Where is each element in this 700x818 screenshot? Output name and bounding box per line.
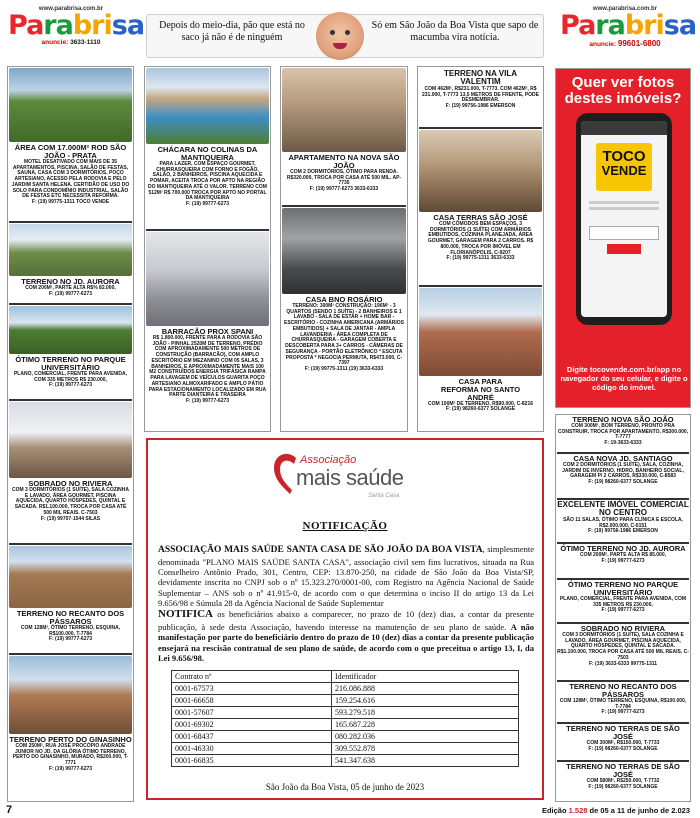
list-item xyxy=(557,580,689,624)
ad-text: MOTEL DESATIVADO COM MAIS DE 35 APARTAMENTOS, PISCINA, SALÃO DE FESTAS, SAUNA, CASA COM 3 DORMITÓRIOS, POÇO ARTESIANO, ACESSO PELA RODOVIA E PELO JARDIM SANTA HELENA. CERTIDÃO DE USO DO SOLO PARA CONDOMÍNIO INDUSTRIAL, SALÃO DE FESTAS ETC NECESSITA REFORMA. xyxy=(11,158,130,200)
list-item xyxy=(557,724,689,762)
ad-title: SOBRADO NO RIVIERA xyxy=(28,479,113,488)
list-item xyxy=(419,68,542,126)
ad-title: CASA PARA REFORMA NO SANTO ANDRÉ xyxy=(440,377,521,402)
ad-text: COM 2 DORMITÓRIOS (1 SUÍTE), SALA, COZINHA, JARDIM DE INVERNO, HIDRO, BANHEIRO SOCIAL, GARAGEM P/ 2 CARROS, R$330.000, C-8583 xyxy=(562,461,684,480)
logo-line-1: Associação xyxy=(300,454,357,466)
divider xyxy=(419,285,542,287)
property-photo xyxy=(9,402,132,478)
table-cell: 216.086.888 xyxy=(332,683,519,695)
edition-date: de 05 a 11 de junho de 2.023 xyxy=(589,806,690,815)
ad-text: COM 3 DORMITÓRIOS (1 SUÍTE), SALA COZINHA E LAVADO, ÁREA GOURMET, PISCINA AQUECIDA, QUARTO HÓSPEDES, QUINTAL E SACADA. R$1.100.000, TROCA POR CASA ATÉ 500 MIL REAIS. C-7503 xyxy=(11,486,130,516)
list-item xyxy=(557,544,689,580)
list-item xyxy=(146,68,269,228)
ad-title: ÓTIMO TERRENO NO PARQUE UNIVERSITÁRIO xyxy=(15,355,126,372)
ad-title: TERRENO NO JD. AURORA xyxy=(21,277,120,286)
contracts-table xyxy=(171,670,519,767)
promo-footer: Digite tocovende.com.br/app no navegador do seu celular, e digite o código do imóvel. xyxy=(560,365,688,392)
property-photo xyxy=(9,656,132,734)
ad-title: CASA NOVA JD. SANTIAGO xyxy=(573,454,673,463)
table-cell: 0001-46330 xyxy=(172,743,332,755)
list-item xyxy=(282,208,406,430)
ad-phone: F: (19) 99756-1986 EMERSON xyxy=(588,528,658,535)
edition-label: Edição xyxy=(541,806,567,815)
notification-notice xyxy=(146,438,544,800)
list-item xyxy=(419,130,542,284)
ad-text: COM 580M², R$250.000, T-7732 xyxy=(586,777,660,784)
edition-number: 1.528 xyxy=(568,806,588,815)
list-item xyxy=(9,224,132,302)
ad-text: PARA LAZER, COM ESPAÇO GOURMET, CHURRASQUEIRA COM FORNO E FOGÃO, SALÃO, 2 BANHEIROS, PISCINA AQUECIDA E POMAR, ACEITA TROCA POR APTO NA REGIÃO DO MANTIQUEIRA ATÉ O VALOR. TERRENO COM 512M² R$ 700.000 TROCA POR APTO NO PORTAL DA MANTIQUEIRA xyxy=(148,160,267,202)
ad-title: CHÁCARA NO COLINAS DA MANTIQUEIRA xyxy=(157,145,258,162)
table-row xyxy=(172,743,519,755)
divider xyxy=(282,205,406,207)
divider xyxy=(9,221,132,223)
divider xyxy=(9,303,132,305)
ad-title: TERRENO NO TERRAS DE SÃO JOSÉ xyxy=(566,724,680,741)
quote-left: Depois do meio-dia, pão que está no saco já não é de ninguém xyxy=(159,20,305,43)
ad-phone: F: (19) 99707-1544 SILAS xyxy=(40,515,101,522)
ad-title: TERRENO NO RECANTO DOS PÁSSAROS xyxy=(569,682,677,699)
page-number: 7 xyxy=(6,804,13,816)
association-logo xyxy=(270,448,420,506)
table-cell: 165.687.228 xyxy=(332,719,519,731)
ad-text: COM 462M², R$231.000, T-7773. COM 462M², R$ 231.000, T-7773 13,5 METROS DE FRENTE, PODE DESMEMBRAR. xyxy=(422,85,539,104)
notice-para2-bold: A não manifestação por parte do beneficiário dentro do prazo de 10 (dez) dias a contar da presente publicação ensejará na rescisão contratual de seu plano de saúde, de acordo com o que preceitua o artigo 13, I, da Lei 9.656/98. xyxy=(158,621,534,663)
ad-phone: F: (19) 99756-1986 EMERSON xyxy=(445,103,516,110)
property-photo xyxy=(9,546,132,608)
list-item xyxy=(9,656,132,800)
table-cell: 0001-69302 xyxy=(172,719,332,731)
table-row xyxy=(172,719,519,731)
list-item xyxy=(282,68,406,204)
ad-title: BARRACÃO PROX SPANI xyxy=(161,327,254,336)
logo-line-3: Santa Casa xyxy=(368,493,400,499)
divider xyxy=(419,127,542,129)
left-logo-url: www.parabrisa.com.br xyxy=(38,6,104,12)
ad-text: COM 128M², ÓTIMO TERRENO, ESQUINA, R$100.000, T-7784 xyxy=(20,624,121,637)
app-brand-line-2: VENDE xyxy=(601,163,647,178)
list-item xyxy=(557,500,689,544)
ad-phone: F: (19) 98260-6377 SOLANGE xyxy=(588,783,658,790)
property-photo xyxy=(146,68,269,144)
ad-phone: F: (19) 99775-1311 TOCO VENDE xyxy=(31,199,110,205)
left-logo-wordmark: Parabrisa xyxy=(8,10,145,41)
ad-phone: F: (19) 99777-6273 xyxy=(601,709,645,716)
promo-headline: Quer ver fotos destes imóveis? xyxy=(564,74,682,107)
ad-phone: F: (19) 99775-1311 (19) 3633-6333 xyxy=(304,366,384,373)
ad-text: COM 300M², R$150.000, T-7733 xyxy=(586,739,660,746)
ad-text: PLANO, COMERCIAL, FRENTE PARA AVENIDA, COM 335 METROS R$ 230.000, xyxy=(559,595,687,608)
table-cell: 593.279.518 xyxy=(332,707,519,719)
table-cell: 0001-57607 xyxy=(172,707,332,719)
ad-text: COM 250M², RUA JOSÉ PROCÓPIO ANDRADE JUNIOR NO JD. DA GLÓRIA ÓTIMO TERRENO, PERTO DO GINASINHO, MURADO, R$200.000, T-7771 xyxy=(12,742,129,767)
right-logo-wordmark: Parabrisa xyxy=(560,10,697,41)
ad-title: CASA TERRAS SÃO JOSÉ xyxy=(433,213,528,222)
table-cell: 0001-66658 xyxy=(172,695,332,707)
ad-title: TERRENO NO TERRAS DE SÃO JOSÉ xyxy=(566,762,680,779)
table-cell: 309.552.878 xyxy=(332,743,519,755)
ad-title: CASA BNO ROSÁRIO xyxy=(305,295,383,304)
table-row xyxy=(172,731,519,743)
table-cell: 159.254.616 xyxy=(332,695,519,707)
ad-text: COM 300M², BOM TERRENO, PRONTO PRA CONSTRUIR, TROCA POR APARTAMENTO, R$300.000, T-7777 xyxy=(557,422,689,441)
baby-face-image xyxy=(316,12,364,60)
property-photo xyxy=(146,232,269,326)
ad-text: COM 200M², PARTE ALTA R$% 82.000, xyxy=(25,284,116,291)
ad-text: COM 3 DORMITÓRIOS (1 SUÍTE), SALA COZINHA E LAVADO, ÁREA GOURMET, PISCINA AQUECIDA, QUARTO HÓSPEDES, QUINTAL E SACADA. R$1.100.000, TROCA POR CASA ATÉ 500 MIL REAIS. C-7503 xyxy=(557,631,689,661)
ad-title: TERRENO NA VILA VALENTIM xyxy=(443,69,518,87)
property-photo xyxy=(419,288,542,376)
notice-org-name: ASSOCIAÇÃO MAIS SAÚDE SANTA CASA DE SÃO JOÃO DA BOA VISTA xyxy=(158,545,483,555)
property-photo xyxy=(282,68,406,152)
table-row xyxy=(172,755,519,767)
list-item xyxy=(557,416,689,454)
ad-phone: F: (19) 99775-1311 3633-6333 xyxy=(446,255,515,262)
phone-mockup xyxy=(576,113,672,325)
ad-phone: F: (19) 99777-6273 xyxy=(48,636,93,643)
notice-paragraph-1 xyxy=(158,544,534,608)
search-box xyxy=(589,226,659,240)
notice-paragraph-2 xyxy=(158,608,534,663)
notice-title: NOTIFICAÇÃO xyxy=(302,520,388,532)
ad-title: ÓTIMO TERRENO NO PARQUE UNIVERSITÁRIO xyxy=(567,580,679,597)
quote-right: Só em São João da Boa Vista que sapo de macumba vira notícia. xyxy=(371,20,539,43)
property-photo xyxy=(9,224,132,276)
ad-title: TERRENO NOVA SÃO JOÃO xyxy=(572,415,674,424)
ad-phone: F: (19) 99777-6273 xyxy=(185,201,230,207)
notice-body xyxy=(158,544,534,663)
table-cell: 0001-67573 xyxy=(172,683,332,695)
ad-text: COM CÔMODOS BEM ESPAÇOS, 3 DORMITÓRIOS (1 SUÍTE) COM ARMÁRIOS EMBUTIDOS, COZINHA PLANEJADA, ÁREA GOURMET, GARAGEM PARA 2 CARROS. R$ 800.000, TROCA POR IMÓVEL EM FLORIANÓPOLIS, C-9207 xyxy=(427,220,534,256)
list-item xyxy=(9,402,132,542)
table-header-contract: Contrato nº xyxy=(172,671,332,683)
ad-phone: F: 19-3633-6333 xyxy=(604,440,642,447)
promo-banner xyxy=(555,68,691,408)
table-row xyxy=(172,683,519,695)
notice-notifica: NOTIFICA xyxy=(158,608,214,621)
table-row xyxy=(172,695,519,707)
list-item xyxy=(9,68,132,220)
edition-info xyxy=(542,806,690,815)
property-photo xyxy=(9,68,132,142)
ad-text: TERRENO: 300M² CONSTRUÇÃO: 196M² - 3 QUARTOS (SENDO 1 SUÍTE) - 2 BANHEIROS E 1 LAVABO - SALA DE ESTAR + HOME BAR - ESCRITÓRIO - COZINHA AMERICANA (ARMÁRIOS EMBUTIDOS) + SALA DE JANTAR - AMPLA LAVANDERIA - ÁREA COMPLETA DE CHURRASQUEIRA - GARAGEM COBERTA E DESCOBERTA PARA 3+ CARROS - CÂMERAS DE SEGURANÇA - PORTÃO ELETRÔNICO * ESCUTA PROPOSTA * NEGOCIA PERMUTA, R$473.000, C-7397 xyxy=(284,302,404,367)
logo-line-2: mais saúde xyxy=(296,465,404,490)
ad-title: EXCELENTE IMÓVEL COMERCIAL NO CENTRO xyxy=(557,500,689,518)
list-item xyxy=(557,624,689,682)
ad-text: R$ 1.800.000, FRENTE PARA A RODOVIA SÃO JOÃO - PINHAL 2520M DE TERRENO, PRÉDIO COM APROXIMADAMENTE 500 METROS DE CONSTRUÇÃO (BARRACÃO), COM AMPLO ESCRITÓRIO EM MEZANINO COM 05 SALAS, 3 BANHEIROS, E APROXIMADAMENTE MAIS 100 M2 CONSTRUÍDOS ENERGIA TRIFÁSICA RAMPA PARA LAVAGEM DE VEÍCULOS GUARITA POÇO ARTESIANO ALMOXARIFADO E AMPLO PÁTIO PARA ESTACIONAMENTO LOCALIZADO EM RUA PARTE DIANTEIRA E TRASEIRA xyxy=(148,334,267,399)
search-button xyxy=(607,244,641,254)
property-photo xyxy=(9,306,132,354)
app-brand-line-1: TOCO xyxy=(602,148,646,165)
table-header-row xyxy=(172,671,519,683)
left-logo xyxy=(8,6,145,62)
list-item xyxy=(9,306,132,398)
divider xyxy=(9,653,132,655)
ad-text: COM 200M², PARTE ALTA R$ 85.000, xyxy=(579,551,667,558)
list-item xyxy=(9,546,132,652)
phone-label: anuncie: xyxy=(589,41,617,48)
list-item xyxy=(419,288,542,430)
right-logo-url: www.parabrisa.com.br xyxy=(592,6,658,12)
list-item xyxy=(557,762,689,798)
property-photo xyxy=(419,130,542,212)
phone-number: 99601-6800 xyxy=(617,39,661,48)
ad-phone: F: (19) 99777-6273 xyxy=(48,382,93,389)
list-item xyxy=(146,232,269,430)
divider xyxy=(9,543,132,545)
ad-title: ÁREA COM 17.000M² ROD SÃO JOÃO - PRATA xyxy=(14,143,127,160)
ad-phone: F: (19) 99777-6273 xyxy=(48,290,93,297)
ad-text: PLANO, COMERCIAL, FRENTE PARA AVENIDA, COM 335 METROS R$ 230.000, xyxy=(13,370,128,383)
divider xyxy=(9,399,132,401)
app-logo xyxy=(596,143,652,191)
ad-phone: F: (19) 99777-6273 xyxy=(185,398,230,405)
ad-text: COM 100M² DE TERRENO, R$90.000, C-8216 xyxy=(427,400,534,407)
divider xyxy=(146,229,269,231)
ad-text: SÃO 11 SALAS, ÓTIMO PARA CLÍNICA E ESCOLA, R$2.000.000, C-0151 xyxy=(563,516,683,529)
ad-phone: F: (19) 99777-6273 xyxy=(601,557,645,564)
table-row xyxy=(172,707,519,719)
table-cell: 0001-66835 xyxy=(172,755,332,767)
ad-title: TERRENO PERTO DO GINASINHO xyxy=(9,735,132,744)
table-header-identifier: Identificador xyxy=(332,671,519,683)
table-cell: 080.282.036 xyxy=(332,731,519,743)
notice-para2-text: os beneficiários abaixo a comparecer, no prazo de 10 (dez) dias, a contar da presente publicação, à sede desta Associação, havendo interesse na manutenção de seu plano de saúde. xyxy=(158,609,534,632)
property-photo xyxy=(282,208,406,294)
ad-text: COM 2 DORMITÓRIOS, ÓTIMO PARA RENDA. R$320.000, TROCA POR CASA ATÉ 500 MIL. AP-7735 xyxy=(286,168,402,187)
phone-number: 3633-1110 xyxy=(70,39,101,46)
ad-phone: F: (19) 98260-6377 SOLANGE xyxy=(588,745,658,752)
ad-text: COM 128M², ÓTIMO TERRENO, ESQUINA, R$100.000, T-7784 xyxy=(559,697,687,710)
ad-phone: F: (19) 3633-6333 99775-1311 xyxy=(588,660,658,667)
notice-para1-text: , simplesmente denominada "PLANO MAIS SAÚDE SANTA CASA", associação civil sem fins lucrativos, situada na Rua Conselheiro Antônio Prado, 301, Centro, CEP: 13.870-250, na cidade de São João da Boa Vista/SP, devidamente inscrita no CNPJ sob o nº 15.323.270/0001-00, com Registro na Agência Nacional de Saúde Suplementar – ANS sob o nº 41.915-0, de acordo com o que determina o inciso II do artigo 13 da Lei 9.656/98 e Súmula 28 da Agência Nacional de Saúde Suplementar xyxy=(158,544,534,609)
list-item xyxy=(557,454,689,500)
ad-phone: F: (19) 98260-6377 SOLANGE xyxy=(588,479,658,486)
phone-label: anuncie: xyxy=(41,39,69,46)
ad-phone: F: (19) 98260-6377 SOLANGE xyxy=(445,406,516,413)
right-list xyxy=(557,416,689,798)
ad-phone: F: (19) 99777-6273 xyxy=(48,765,93,772)
table-cell: 0001-68437 xyxy=(172,731,332,743)
ad-title: ÓTIMO TERRENO NO JD. AURORA xyxy=(560,544,686,553)
ad-title: SOBRADO NO RIVIERA xyxy=(580,624,666,633)
ad-phone: F: (19) 99777-6273 3633-6333 xyxy=(309,186,379,192)
notice-footer: São João da Boa Vista, 05 de junho de 2023 xyxy=(265,782,425,792)
list-item xyxy=(557,682,689,724)
table-cell: 541.347.638 xyxy=(332,755,519,767)
ad-title: APARTAMENTO NA NOVA SÃO JOÃO xyxy=(288,153,400,170)
right-logo xyxy=(560,6,697,62)
ad-phone: F: (19) 99777-6273 xyxy=(601,607,645,614)
ad-title: TERRENO NO RECANTO DOS PÁSSAROS xyxy=(16,609,125,626)
